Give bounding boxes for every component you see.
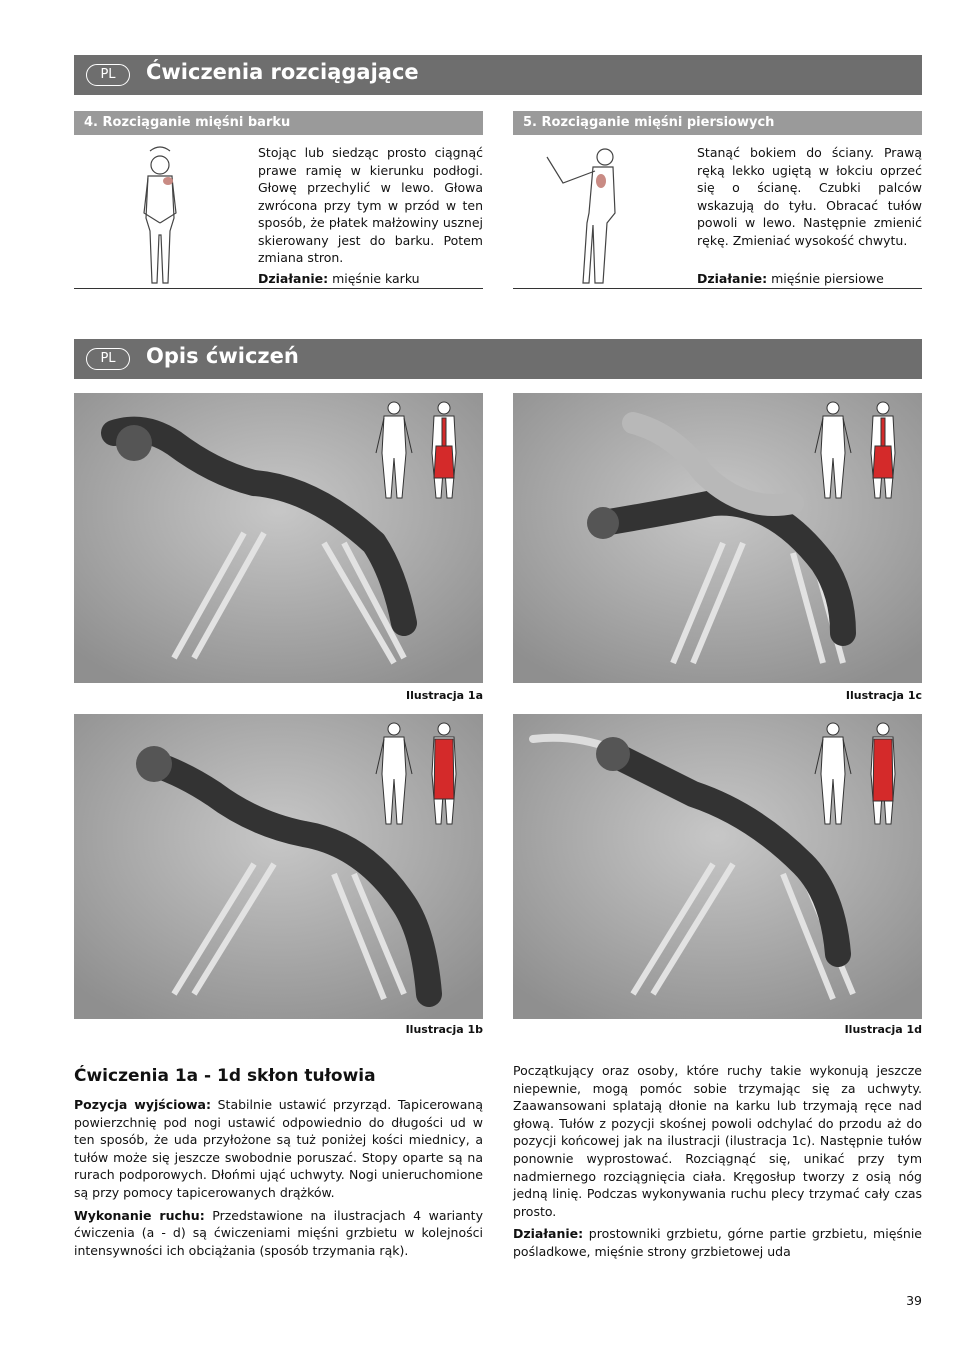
photo-illustration-1c [513, 393, 922, 683]
muscle-diagram [372, 398, 472, 503]
effect-value: mięśnie karku [332, 271, 420, 286]
effect-label: Działanie: [258, 271, 329, 286]
paragraph-label: Wykonanie ruchu: [74, 1207, 205, 1223]
effect-paragraph [513, 1225, 922, 1260]
language-badge: PL [86, 64, 130, 86]
muscle-diagram [372, 719, 472, 829]
caption-1d: Ilustracja 1d [844, 1023, 922, 1036]
caption-1c: Ilustracja 1c [845, 689, 922, 702]
chest-stretch-figure [543, 143, 633, 289]
section-title: Opis ćwiczeń [146, 344, 299, 368]
exercise-5-text: Stanąć bokiem do ściany. Prawą ręką lekko ugiętą w łokciu oprzeć się o ścianę. Czubki palców wskazują do tyłu. Obracać tułów powoli w lewo. Następnie zmienić rękę. Zmieniać wysokość chwytu. [697, 145, 922, 248]
photo-illustration-1b [74, 714, 483, 1019]
right-column [513, 1062, 922, 1266]
exercise-heading: Ćwiczenia 1a - 1d skłon tułowia [74, 1066, 376, 1086]
photo-illustration-1a [74, 393, 483, 683]
caption-1a: Ilustracja 1a [406, 689, 483, 702]
section-header-stretching [74, 55, 922, 95]
language-badge: PL [86, 348, 130, 370]
paragraph-text: prostowniki grzbietu, górne partie grzbietu, mięśnie pośladkowe, mięśnie strony grzbietowej uda [513, 1226, 922, 1259]
page-number: 39 [906, 1293, 922, 1308]
paragraph-text: Przedstawione na ilustracjach 4 warianty ćwiczenia (a - d) są ćwiczeniami mięśni grzbietu w kolejności intensywności ich obciążania (sposób trzymania rąk). [74, 1207, 483, 1258]
starting-position-paragraph [74, 1096, 483, 1202]
exercise-4-effect [258, 270, 483, 288]
caption-1b: Ilustracja 1b [405, 1023, 483, 1036]
paragraph-label: Pozycja wyjściowa: [74, 1097, 211, 1112]
beginners-paragraph: Początkujący oraz osoby, które ruchy takie wykonują jeszcze niepewnie, mogą pomóc sobie trzymając się za uchwyty. Zaawansowani splatają dłonie na karku lub trzymają ręce nad głową. Tułów z pozycji skośnej powoli odchylać do przodu aż do pozycji końcowej jak na ilustracji (ilustracja 1c). Następnie tułów ponownie wyprostować. Rozciągnąć się, unikać przy tym nadmiernego rozciągnięcia ciała. Kręgosłup tworzy z osią nóg jedną linię. Podczas wykonywania ruchu plecy trzymać cały czas prosto. [513, 1063, 922, 1219]
paragraph-text: Stabilnie ustawić przyrząd. Tapicerowaną powierzchnię pod nogi ustawić odpowiednio do długości ud w ten sposób, że uda przyłożone są tuż poniżej kości miednicy, a tułów może się jeszcze swobodnie poruszać. Stopy oparte są na rurach podporowych. Dłońmi ująć uchwyty. Nogi unieruchomione są przy pomocy tapicerowanych drążków. [74, 1097, 483, 1200]
execution-paragraph [74, 1207, 483, 1260]
muscle-diagram [811, 719, 911, 829]
left-column [74, 1096, 483, 1264]
section-title: Ćwiczenia rozciągające [146, 60, 419, 84]
exercise-5-heading: 5. Rozciąganie mięśni piersiowych [513, 111, 922, 135]
divider [74, 288, 483, 289]
exercise-5-effect [697, 270, 922, 288]
exercise-4-text: Stojąc lub siedząc prosto ciągnąć prawe ramię w kierunku podłogi. Głowę przechylić w lewo. Głowa zwrócona przy tym w przód w ten sposób, że płatek małżowiny usznej skierowany jest do barku. Potem zmiana stron. [258, 145, 483, 265]
paragraph-label: Działanie: [513, 1226, 584, 1242]
effect-label: Działanie: [697, 271, 768, 286]
muscle-diagram [811, 398, 911, 503]
effect-value: mięśnie piersiowe [771, 271, 884, 286]
section-header-description [74, 339, 922, 379]
shoulder-stretch-figure [130, 143, 190, 289]
divider [513, 288, 922, 289]
exercise-4-heading: 4. Rozciąganie mięśni barku [74, 111, 483, 135]
photo-illustration-1d [513, 714, 922, 1019]
